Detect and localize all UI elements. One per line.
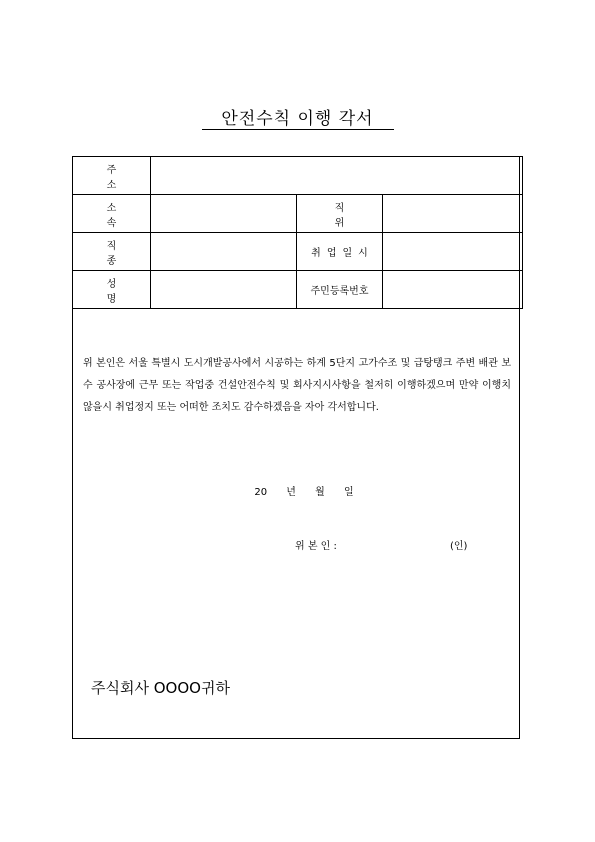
position-field[interactable] [383, 195, 523, 233]
address-label: 주 소 [73, 157, 151, 195]
resident-number-label: 주민등록번호 [297, 271, 383, 309]
date-day-unit: 일 [343, 487, 354, 498]
signer-line [295, 537, 495, 552]
info-table [72, 156, 523, 309]
title-underline [202, 129, 394, 130]
name-row [73, 271, 523, 309]
job-type-field[interactable] [151, 233, 297, 271]
date-year-unit: 년 [286, 487, 296, 498]
name-field[interactable] [151, 271, 297, 309]
address-row [73, 157, 523, 195]
date-line [73, 483, 521, 498]
statement-text: 위 본인은 서울 특별시 도시개발공사에서 시공하는 하계 5단지 고가수조 및 급탕탱크 주변 배관 보수 공사장에 근무 또는 작업중 건설안전수칙 및 회사지시사항을 철저히 이행하겠으며 만약 이행치 않을시 취업정지 또는 어떠한 조치도 감수하겠음을 자아 각서합니다. [83, 358, 511, 413]
resident-number-field[interactable] [383, 271, 523, 309]
affiliation-row [73, 195, 523, 233]
position-label: 직 위 [297, 195, 383, 233]
recipient: 주식회사 OOOO귀하 [91, 679, 230, 697]
employment-date-label: 취업일시 [297, 233, 383, 271]
job-type-label: 직 종 [73, 233, 151, 271]
form-box [72, 156, 520, 739]
document-title: 안전수칙 이행 각서 [221, 109, 374, 129]
signer-label: 위 본 인 : [295, 541, 337, 552]
seal-mark: (인) [450, 541, 468, 552]
date-year-prefix: 20 [254, 487, 268, 498]
job-row [73, 233, 523, 271]
employment-date-field[interactable] [383, 233, 523, 271]
date-month-unit: 월 [315, 487, 325, 498]
name-label: 성 명 [73, 271, 151, 309]
affiliation-label: 소 속 [73, 195, 151, 233]
affiliation-field[interactable] [151, 195, 297, 233]
address-field[interactable] [151, 157, 523, 195]
